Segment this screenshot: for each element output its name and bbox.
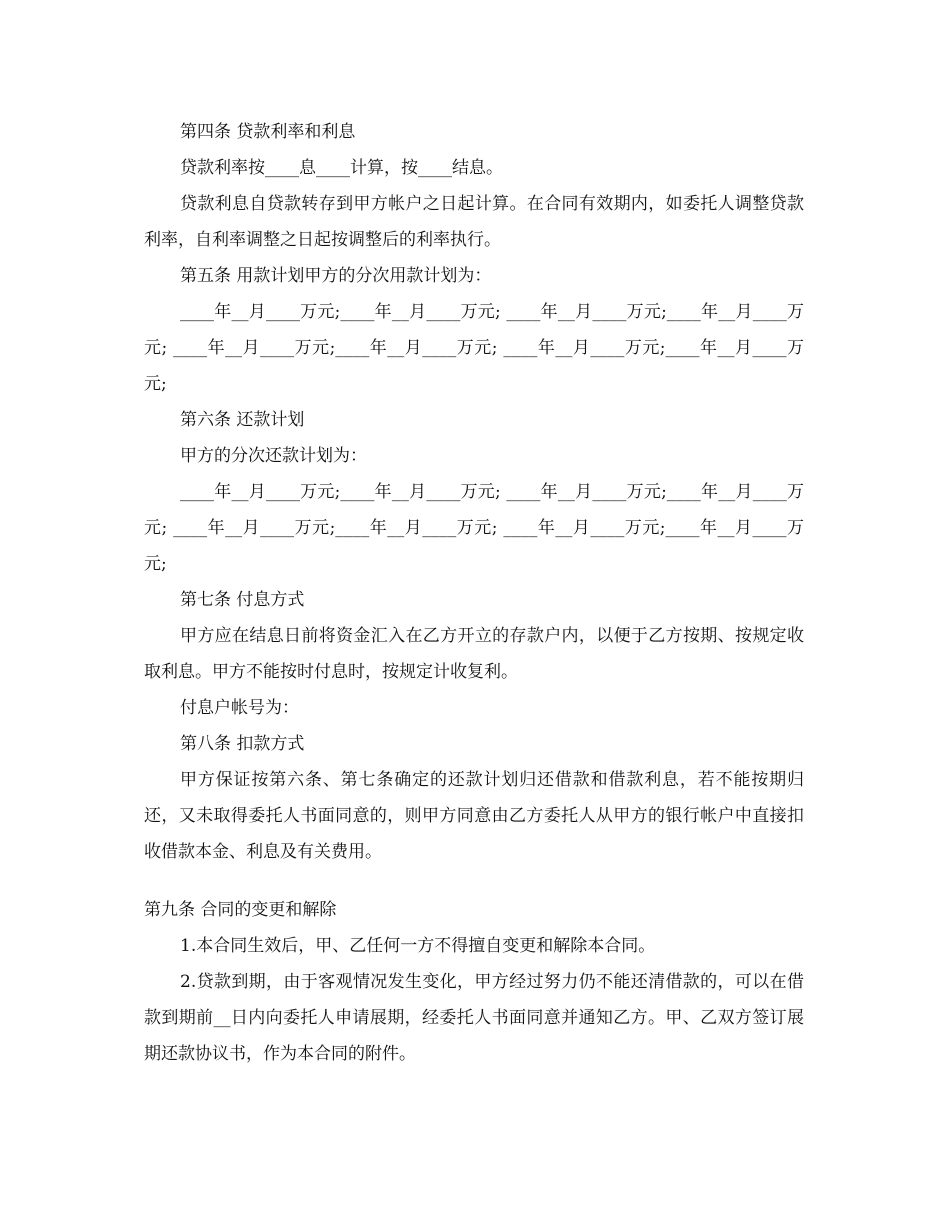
article-6-schedule: ____年__月____万元;____年__月____万元; ____年__月____万元;____年__月____万元; ____年__月____万元;____年__月____万元; ____年__月____万元;____年__月____万元; xyxy=(144,482,804,574)
article-7-account: 付息户帐号为： xyxy=(180,698,299,718)
article-5-heading: 第五条 用款计划甲方的分次用款计划为： xyxy=(180,266,492,286)
article-9-heading: 第九条 合同的变更和解除 xyxy=(144,900,337,920)
article-9-item-2: 2.贷款到期，由于客观情况发生变化，甲方经过努力仍不能还清借款的，可以在借款到期前__日内向委托人申请展期，经委托人书面同意并通知乙方。甲、乙双方签订展期还款协议书，作为本合同的附件。 xyxy=(144,972,804,1064)
article-6-intro: 甲方的分次还款计划为： xyxy=(180,446,367,466)
article-4-interest-clause: 贷款利息自贷款转存到甲方帐户之日起计算。在合同有效期内，如委托人调整贷款利率，自利率调整之日起按调整后的利率执行。 xyxy=(144,194,804,250)
article-9-item-1: 1.本合同生效后，甲、乙任何一方不得擅自变更和解除本合同。 xyxy=(180,936,656,956)
article-4-heading: 第四条 贷款利率和利息 xyxy=(180,122,356,142)
article-7-body: 甲方应在结息日前将资金汇入在乙方开立的存款户内，以便于乙方按期、按规定收取利息。甲方不能按时付息时，按规定计收复利。 xyxy=(144,626,804,682)
article-8-heading: 第八条 扣款方式 xyxy=(180,734,305,754)
document-body xyxy=(144,114,804,1072)
section-gap xyxy=(144,870,804,892)
article-5-schedule: ____年__月____万元;____年__月____万元; ____年__月____万元;____年__月____万元; ____年__月____万元;____年__月____万元; ____年__月____万元;____年__月____万元; xyxy=(144,302,804,394)
article-7-heading: 第七条 付息方式 xyxy=(180,590,305,610)
article-4-rate-clause: 贷款利率按____息____计算，按____结息。 xyxy=(180,158,503,178)
article-8-body: 甲方保证按第六条、第七条确定的还款计划归还借款和借款利息，若不能按期归还，又未取得委托人书面同意的，则甲方同意由乙方委托人从甲方的银行帐户中直接扣收借款本金、利息及有关费用。 xyxy=(144,770,804,862)
article-6-heading: 第六条 还款计划 xyxy=(180,410,305,430)
